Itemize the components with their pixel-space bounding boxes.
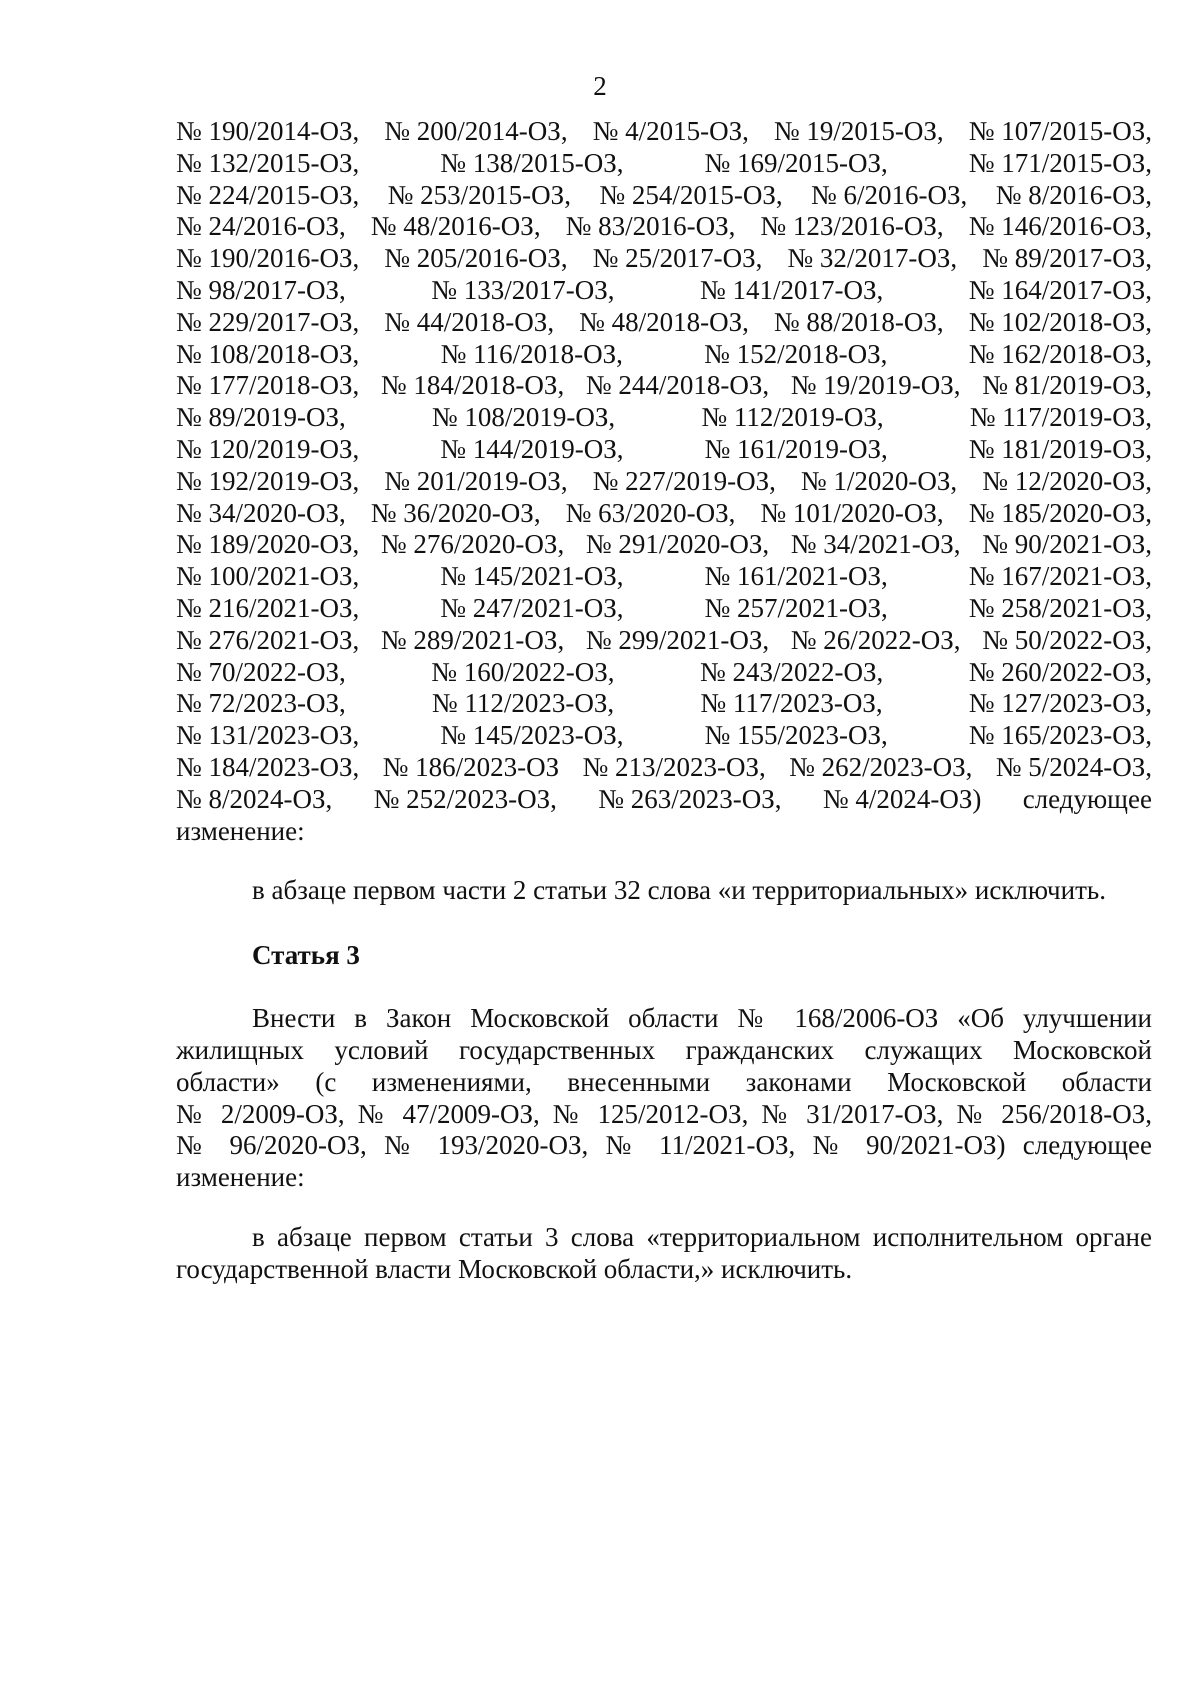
law-reference: № 6/2016-ОЗ, [811,179,968,210]
law-reference: № 141/2017-ОЗ, [699,274,884,305]
law-reference: № 4/2024-ОЗ) [822,783,982,814]
law-reference: № 161/2021-ОЗ, [704,561,888,592]
law-list-line [176,752,1152,784]
law-reference: № 171/2015-ОЗ, [968,147,1152,178]
law-reference: № 213/2023-ОЗ, [582,751,766,782]
law-reference: № 24/2016-ОЗ, [176,211,346,242]
law-reference: № 200/2014-ОЗ, [384,116,568,146]
law-list-line [176,180,1152,212]
law-reference: № 263/2023-ОЗ, [598,783,782,814]
law-reference: № 34/2021-ОЗ, [790,529,961,560]
law-reference: № 101/2020-ОЗ, [760,497,944,528]
law-reference: № 72/2023-ОЗ, [176,688,346,719]
article-text-line: изменение: [176,1162,305,1193]
law-reference: № 98/2017-ОЗ, [176,274,346,305]
law-reference: № 262/2023-ОЗ, [789,751,973,782]
law-reference: № 12/2020-ОЗ, [982,465,1152,496]
law-reference: № 184/2018-ОЗ, [380,370,565,401]
law-reference: № 192/2019-ОЗ, [176,465,360,496]
law-list-line [176,370,1152,402]
law-reference: № 81/2019-ОЗ, [982,370,1152,401]
law-reference: № 190/2016-ОЗ, [176,243,360,274]
law-reference: следующее [1022,783,1152,814]
law-number-list [176,116,1152,816]
law-list-line [176,688,1152,720]
law-reference: № 162/2018-ОЗ, [968,338,1152,369]
law-reference: № 132/2015-ОЗ, [176,147,360,178]
law-reference: № 229/2017-ОЗ, [176,306,360,337]
law-list-line [176,561,1152,593]
article-text-line: Внести в Закон Московской области № 168/2006-ОЗ «Об улучшении [252,1003,1152,1034]
law-list-line [176,275,1152,307]
law-reference: № 131/2023-ОЗ, [176,720,360,751]
law-reference: № 205/2016-ОЗ, [384,243,568,274]
law-list-line [176,148,1152,180]
law-reference: № 276/2021-ОЗ, [176,624,360,655]
article-3-amendment [176,1222,1152,1286]
law-reference: № 133/2017-ОЗ, [431,274,615,305]
article-text-line: жилищных условий государственных гражданских служащих Московской [176,1034,1152,1065]
law-reference: № 164/2017-ОЗ, [968,274,1152,305]
law-list-line [176,211,1152,243]
law-reference: № 161/2019-ОЗ, [704,433,888,464]
law-reference: № 34/2020-ОЗ, [176,497,346,528]
law-reference: № 117/2023-ОЗ, [700,688,883,719]
law-reference: № 144/2019-ОЗ, [440,433,624,464]
law-reference: № 83/2016-ОЗ, [565,211,736,242]
article-heading: Статья 3 [252,940,360,971]
law-reference: № 216/2021-ОЗ, [176,592,360,623]
law-reference: № 165/2023-ОЗ, [968,720,1152,751]
law-reference: № 100/2021-ОЗ, [176,561,360,592]
law-reference: № 127/2023-ОЗ, [968,688,1152,719]
law-list-line [176,339,1152,371]
law-reference: № 19/2019-ОЗ, [790,370,961,401]
law-reference: № 8/2024-ОЗ, [176,783,333,814]
law-reference: № 50/2022-ОЗ, [982,624,1152,655]
law-reference: № 1/2020-ОЗ, [800,465,958,496]
law-reference: № 36/2020-ОЗ, [370,497,541,528]
list-tail: изменение: [176,815,305,846]
law-reference: № 167/2021-ОЗ, [968,561,1152,592]
law-reference: № 19/2015-ОЗ, [773,116,944,146]
law-reference: № 145/2021-ОЗ, [440,561,624,592]
amendment-line: государственной власти Московской области,» исключить. [176,1253,853,1284]
law-reference: № 247/2021-ОЗ, [440,592,624,623]
law-reference: № 254/2015-ОЗ, [599,179,783,210]
law-reference: № 146/2016-ОЗ, [968,211,1152,242]
law-reference: № 184/2023-ОЗ, [176,751,360,782]
law-reference: № 181/2019-ОЗ, [968,433,1152,464]
law-reference: № 25/2017-ОЗ, [592,243,763,274]
law-list-line [176,466,1152,498]
law-reference: № 63/2020-ОЗ, [565,497,736,528]
law-reference: № 89/2019-ОЗ, [176,402,346,433]
law-list-line [176,402,1152,434]
law-list-line [176,529,1152,561]
law-reference: № 8/2016-ОЗ, [995,179,1152,210]
law-list-line [176,784,1152,816]
law-reference: № 260/2022-ОЗ, [968,656,1152,687]
law-reference: № 289/2021-ОЗ, [380,624,565,655]
law-reference: № 138/2015-ОЗ, [440,147,624,178]
law-reference: № 186/2023-ОЗ [382,751,560,782]
law-reference: № 123/2016-ОЗ, [760,211,944,242]
law-reference: № 108/2019-ОЗ, [431,402,616,433]
law-list-line [176,498,1152,530]
article-text-line: № 96/2020-ОЗ, № 193/2020-ОЗ, № 11/2021-ОЗ, № 90/2021-ОЗ) следующее [176,1130,1152,1161]
law-reference: № 112/2019-ОЗ, [701,402,884,433]
law-reference: № 145/2023-ОЗ, [440,720,624,751]
law-list-line [176,720,1152,752]
law-reference: № 5/2024-ОЗ, [995,751,1152,782]
law-reference: № 155/2023-ОЗ, [704,720,888,751]
article-text-line: № 2/2009-ОЗ, № 47/2009-ОЗ, № 125/2012-ОЗ, № 31/2017-ОЗ, № 256/2018-ОЗ, [176,1098,1152,1129]
law-reference: № 32/2017-ОЗ, [787,243,958,274]
amendment-line: в абзаце первом статьи 3 слова «территориальном исполнительном органе [252,1221,1152,1252]
law-list-line [176,243,1152,275]
law-list-line [176,593,1152,625]
amendment-paragraph: в абзаце первом части 2 статьи 32 слова «и территориальных» исключить. [252,875,1106,906]
law-list-line [176,657,1152,689]
law-list-line [176,307,1152,339]
page-number: 2 [593,71,607,101]
law-reference: № 112/2023-ОЗ, [431,688,615,719]
article-text-line: области» (с изменениями, внесенными законами Московской области [176,1066,1152,1097]
law-reference: № 276/2020-ОЗ, [380,529,565,560]
law-reference: № 160/2022-ОЗ, [431,656,615,687]
law-reference: № 224/2015-ОЗ, [176,179,360,210]
law-list-line [176,625,1152,657]
law-reference: № 299/2021-ОЗ, [585,624,770,655]
law-reference: № 102/2018-ОЗ, [968,306,1152,337]
law-reference: № 227/2019-ОЗ, [592,465,776,496]
law-reference: № 185/2020-ОЗ, [968,497,1152,528]
article-3-intro [176,1003,1152,1194]
law-reference: № 48/2018-ОЗ, [579,306,749,337]
law-reference: № 90/2021-ОЗ, [982,529,1152,560]
law-reference: № 291/2020-ОЗ, [585,529,770,560]
law-reference: № 117/2019-ОЗ, [969,402,1152,433]
law-reference: № 177/2018-ОЗ, [176,370,360,401]
law-reference: № 26/2022-ОЗ, [790,624,961,655]
law-reference: № 253/2015-ОЗ, [387,179,571,210]
law-reference: № 44/2018-ОЗ, [384,306,555,337]
law-reference: № 152/2018-ОЗ, [704,338,888,369]
law-reference: № 190/2014-ОЗ, [176,116,360,146]
law-reference: № 244/2018-ОЗ, [585,370,770,401]
law-reference: № 48/2016-ОЗ, [370,211,541,242]
law-list-line [176,434,1152,466]
law-reference: № 201/2019-ОЗ, [384,465,568,496]
law-reference: № 116/2018-ОЗ, [440,338,623,369]
law-reference: № 70/2022-ОЗ, [176,656,346,687]
law-reference: № 243/2022-ОЗ, [699,656,884,687]
law-reference: № 189/2020-ОЗ, [176,529,360,560]
law-reference: № 252/2023-ОЗ, [373,783,557,814]
law-reference: № 107/2015-ОЗ, [968,116,1152,146]
law-reference: № 257/2021-ОЗ, [704,592,888,623]
law-list-line [176,116,1152,148]
law-reference: № 120/2019-ОЗ, [176,433,360,464]
law-reference: № 258/2021-ОЗ, [968,592,1152,623]
law-reference: № 108/2018-ОЗ, [176,338,360,369]
law-reference: № 169/2015-ОЗ, [704,147,888,178]
law-reference: № 88/2018-ОЗ, [773,306,944,337]
law-reference: № 4/2015-ОЗ, [592,116,749,146]
law-reference: № 89/2017-ОЗ, [982,243,1152,274]
document-body [176,116,1152,1286]
